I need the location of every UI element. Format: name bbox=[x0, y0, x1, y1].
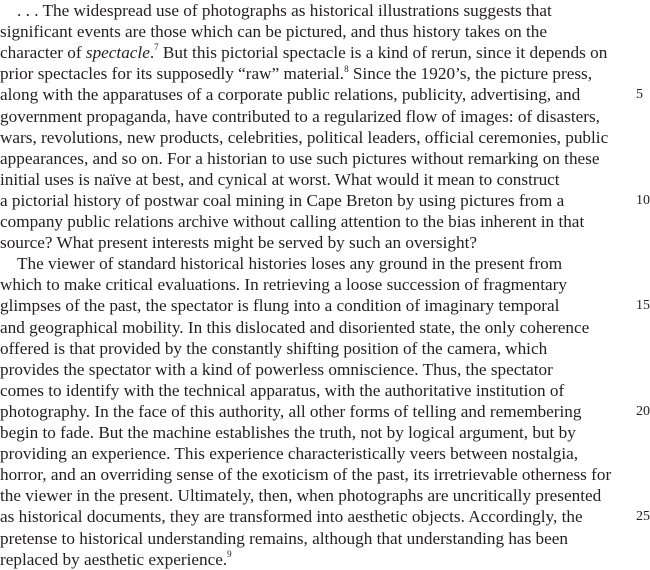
passage-line: offered is that provided by the constantly shifting position of the camera, which bbox=[0, 338, 548, 358]
passage-line: along with the apparatuses of a corporate public relations, publicity, advertising, and bbox=[0, 85, 581, 105]
passage-line: the viewer in the present. Ultimately, then, when photographs are uncritically presented bbox=[0, 486, 602, 506]
line-text: replaced by aesthetic experience. bbox=[0, 549, 228, 569]
passage-line: comes to identify with the technical apparatus, with the authoritative institution of bbox=[0, 380, 565, 400]
passage-line bbox=[0, 42, 607, 63]
passage-line: as historical documents, they are transformed into aesthetic objects. Accordingly, the bbox=[0, 507, 583, 527]
passage-line: begin to fade. But the machine establishes the truth, not by logical argument, but by bbox=[0, 423, 576, 442]
passage-line: providing an experience. This experience characteristically veers between nostalgia, bbox=[0, 444, 579, 464]
footnote-ref: 8 bbox=[344, 63, 349, 74]
passage-line: a pictorial history of postwar coal mining in Cape Breton by using pictures from a bbox=[0, 190, 565, 210]
line-number: 5 bbox=[636, 87, 643, 103]
line-text: character of bbox=[0, 43, 86, 63]
line-text: But this pictorial spectacle is a kind of rerun, since it depends on bbox=[158, 43, 608, 63]
passage-line bbox=[0, 549, 232, 570]
footnote-ref: 9 bbox=[227, 548, 232, 559]
passage-line: horror, and an overriding sense of the exoticism of the past, its irretrievable otherness for bbox=[0, 465, 612, 485]
line-text: . bbox=[149, 43, 155, 63]
passage-line: photography. In the face of this authority, all other forms of telling and remembering bbox=[0, 401, 582, 421]
line-number: 15 bbox=[636, 298, 650, 314]
italic-term: spectacle bbox=[85, 43, 150, 63]
passage-line: source? What present interests might be served by such an oversight? bbox=[0, 233, 477, 253]
passage-line: appearances, and so on. For a historian to use such pictures without remarking on these bbox=[0, 148, 600, 168]
passage-line bbox=[0, 63, 592, 84]
passage-line: significant events are those which can be pictured, and thus history takes on the bbox=[0, 22, 547, 42]
passage-line: and geographical mobility. In this dislocated and disoriented state, the only coherence bbox=[0, 317, 590, 337]
passage-line: glimpses of the past, the spectator is flung into a condition of imaginary temporal bbox=[0, 296, 560, 316]
passage-line: government propaganda, have contributed to a regularized flow of images: of disasters, bbox=[0, 106, 600, 126]
passage-line: initial uses is naïve at best, and cynical at worst. What would it mean to construct bbox=[0, 169, 560, 189]
passage-line: provides the spectator with a kind of powerless omniscience. Thus, the spectator bbox=[0, 359, 553, 379]
footnote-ref: 7 bbox=[154, 42, 159, 53]
line-text: prior spectacles for its supposedly “raw” material. bbox=[0, 64, 345, 84]
passage-line: company public relations archive without calling attention to the bias inherent in that bbox=[0, 212, 585, 231]
passage-line: pretense to historical understanding remains, although that understanding has been bbox=[0, 528, 568, 548]
passage-line: . . . The widespread use of photographs as historical illustrations suggests that bbox=[17, 1, 552, 20]
line-text: Since the 1920’s, the picture press, bbox=[348, 64, 593, 84]
passage-line: which to make critical evaluations. In retrieving a loose succession of fragmentary bbox=[0, 275, 567, 295]
line-number: 20 bbox=[636, 403, 650, 419]
line-number: 10 bbox=[636, 192, 650, 208]
passage-line: wars, revolutions, new products, celebrities, political leaders, official ceremonies, public bbox=[0, 127, 609, 147]
passage-line: The viewer of standard historical histories loses any ground in the present from bbox=[17, 254, 563, 274]
line-number: 25 bbox=[636, 509, 650, 525]
